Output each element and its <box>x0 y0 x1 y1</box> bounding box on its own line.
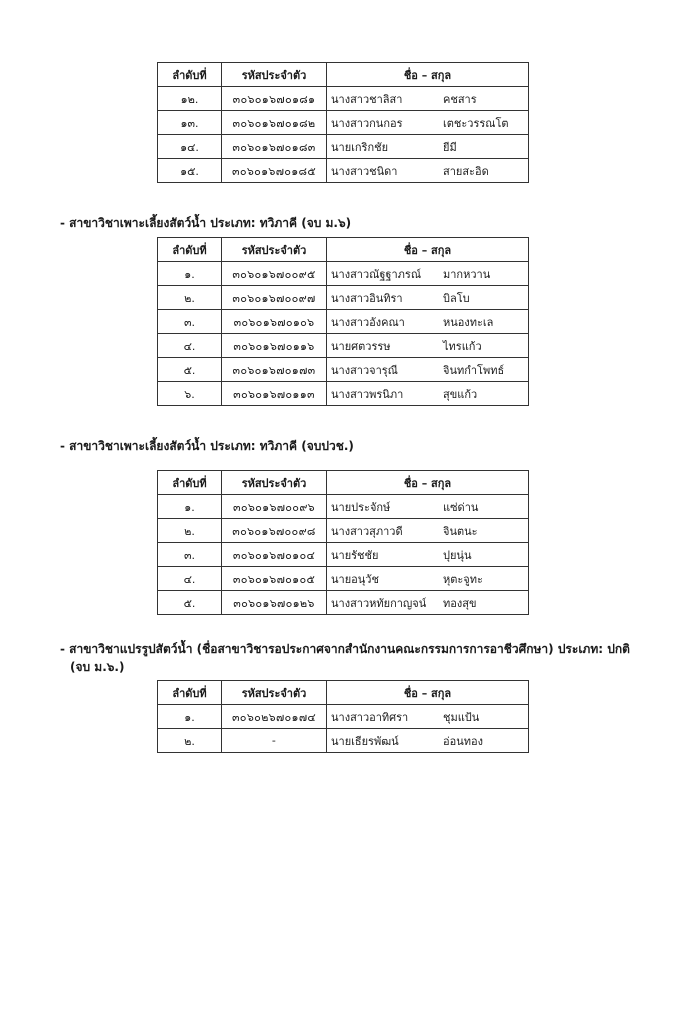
row-no: ๔. <box>158 567 222 591</box>
first-name: นางสาวอังคณา <box>331 315 405 329</box>
table-continued <box>157 62 529 183</box>
row-name <box>327 729 529 753</box>
row-code: - <box>222 729 327 753</box>
row-code: ๓๐๖๐๒๖๗๐๑๗๔ <box>222 705 327 729</box>
table-header-row <box>158 238 529 262</box>
header-code: รหัสประจำตัว <box>222 471 327 495</box>
row-no: ๑๕. <box>158 159 222 183</box>
row-no: ๓. <box>158 543 222 567</box>
table-row <box>158 87 529 111</box>
last-name: เตชะวรรณโต <box>443 116 509 130</box>
header-no: ลำดับที่ <box>158 681 222 705</box>
row-no: ๒. <box>158 286 222 310</box>
row-no: ๔. <box>158 334 222 358</box>
table-row <box>158 111 529 135</box>
last-name: ชุมแป้น <box>443 710 480 724</box>
table-row <box>158 159 529 183</box>
first-name: นางสาวอาทิศรา <box>331 710 409 724</box>
row-code: ๓๐๖๐๑๖๗๐๑๐๕ <box>222 567 327 591</box>
last-name: หนองทะเล <box>443 315 494 329</box>
row-code: ๓๐๖๐๑๖๗๐๐๙๗ <box>222 286 327 310</box>
row-no: ๖. <box>158 382 222 406</box>
row-name <box>327 135 529 159</box>
row-code: ๓๐๖๐๑๖๗๐๑๗๓ <box>222 358 327 382</box>
header-code: รหัสประจำตัว <box>222 681 327 705</box>
row-code: ๓๐๖๐๑๖๗๐๑๐๔ <box>222 543 327 567</box>
row-no: ๒. <box>158 729 222 753</box>
section-heading-line1: - สาขาวิชาแปรรูปสัตว์น้ำ (ชื่อสาขาวิชารอประกาศจากสำนักงานคณะกรรมการการอาชีวศึกษา) ประเภท: ปกติ <box>60 642 630 656</box>
header-name: ชื่อ – สกุล <box>327 63 529 87</box>
table-row <box>158 286 529 310</box>
section-heading: - สาขาวิชาเพาะเลี้ยงสัตว์น้ำ ประเภท: ทวิภาคี (จบ ม.๖) <box>60 216 352 230</box>
section-heading: - สาขาวิชาเพาะเลี้ยงสัตว์น้ำ ประเภท: ทวิภาคี (จบปวช.) <box>60 439 354 453</box>
table-fish-processing <box>157 680 529 753</box>
row-code: ๓๐๖๐๑๖๗๐๑๘๑ <box>222 87 327 111</box>
table-row <box>158 705 529 729</box>
first-name: นายเกริกชัย <box>331 140 389 154</box>
row-no: ๓. <box>158 310 222 334</box>
last-name: หุตะจูทะ <box>443 572 483 586</box>
row-name <box>327 334 529 358</box>
table-header-row <box>158 471 529 495</box>
row-name <box>327 310 529 334</box>
row-name <box>327 495 529 519</box>
row-name <box>327 382 529 406</box>
row-no: ๑๓. <box>158 111 222 135</box>
row-no: ๑. <box>158 495 222 519</box>
header-no: ลำดับที่ <box>158 63 222 87</box>
table-row <box>158 567 529 591</box>
table-row <box>158 334 529 358</box>
last-name: จินทกำโพทธ์ <box>443 363 505 377</box>
header-code: รหัสประจำตัว <box>222 238 327 262</box>
table-aquaculture-vocational <box>157 470 529 615</box>
last-name: บิลโบ <box>443 291 470 305</box>
row-no: ๕. <box>158 591 222 615</box>
row-name <box>327 519 529 543</box>
row-code: ๓๐๖๐๑๖๗๐๑๑๓ <box>222 382 327 406</box>
header-name: ชื่อ – สกุล <box>327 238 529 262</box>
table-row <box>158 358 529 382</box>
table-row <box>158 543 529 567</box>
row-name <box>327 358 529 382</box>
row-code: ๓๐๖๐๑๖๗๐๑๘๕ <box>222 159 327 183</box>
first-name: นายรัชชัย <box>331 548 379 562</box>
last-name: ไทรแก้ว <box>443 339 482 353</box>
first-name: นางสาวชนิดา <box>331 164 398 178</box>
table-aquaculture-m6 <box>157 237 529 406</box>
table-row <box>158 310 529 334</box>
row-code: ๓๐๖๐๑๖๗๐๑๘๓ <box>222 135 327 159</box>
first-name: นายเธียรพัฒน์ <box>331 734 399 748</box>
last-name: จินตนะ <box>443 524 478 538</box>
first-name: นางสาวหทัยกาญจน์ <box>331 596 427 610</box>
last-name: แซ่ด่าน <box>443 500 479 514</box>
table-header-row <box>158 63 529 87</box>
first-name: นางสาวสุภาวดี <box>331 524 403 538</box>
header-name: ชื่อ – สกุล <box>327 471 529 495</box>
section-heading <box>60 640 660 676</box>
last-name: ยีมี <box>443 140 457 154</box>
table-header-row <box>158 681 529 705</box>
last-name: ปุยนุ่น <box>443 548 472 562</box>
table-row <box>158 382 529 406</box>
row-code: ๓๐๖๐๑๖๗๐๑๒๖ <box>222 591 327 615</box>
row-name <box>327 111 529 135</box>
row-code: ๓๐๖๐๑๖๗๐๐๙๘ <box>222 519 327 543</box>
row-name <box>327 591 529 615</box>
row-code: ๓๐๖๐๑๖๗๐๑๘๒ <box>222 111 327 135</box>
table-row <box>158 495 529 519</box>
first-name: นางสาวชาลิสา <box>331 92 403 106</box>
row-no: ๑. <box>158 705 222 729</box>
row-name <box>327 705 529 729</box>
last-name: สายสะอิด <box>443 164 489 178</box>
table-row <box>158 591 529 615</box>
row-code: ๓๐๖๐๑๖๗๐๑๐๖ <box>222 310 327 334</box>
header-no: ลำดับที่ <box>158 238 222 262</box>
last-name: ทองสุข <box>443 596 477 610</box>
table-row <box>158 135 529 159</box>
row-name <box>327 87 529 111</box>
last-name: อ่อนทอง <box>443 734 483 748</box>
row-name <box>327 543 529 567</box>
table-row <box>158 729 529 753</box>
table-row <box>158 262 529 286</box>
row-no: ๑. <box>158 262 222 286</box>
first-name: นางสาวจารุณี <box>331 363 398 377</box>
last-name: มากหวาน <box>443 267 491 281</box>
first-name: นายประจักษ์ <box>331 500 391 514</box>
row-name <box>327 567 529 591</box>
first-name: นางสาวณัฐฐาภรณ์ <box>331 267 422 281</box>
row-name <box>327 286 529 310</box>
header-no: ลำดับที่ <box>158 471 222 495</box>
row-code: ๓๐๖๐๑๖๗๐๐๙๖ <box>222 495 327 519</box>
first-name: นางสาวอินทิรา <box>331 291 403 305</box>
row-name <box>327 262 529 286</box>
first-name: นางสาวกนกอร <box>331 116 403 130</box>
row-no: ๕. <box>158 358 222 382</box>
header-code: รหัสประจำตัว <box>222 63 327 87</box>
row-code: ๓๐๖๐๑๖๗๐๑๑๖ <box>222 334 327 358</box>
last-name: สุขแก้ว <box>443 387 478 401</box>
last-name: คชสาร <box>443 92 477 106</box>
row-code: ๓๐๖๐๑๖๗๐๐๙๕ <box>222 262 327 286</box>
first-name: นายศตวรรษ <box>331 339 391 353</box>
row-no: ๑๔. <box>158 135 222 159</box>
header-name: ชื่อ – สกุล <box>327 681 529 705</box>
first-name: นายอนุวัช <box>331 572 379 586</box>
section-heading-line2: (จบ ม.๖.) <box>70 660 125 674</box>
row-name <box>327 159 529 183</box>
table-row <box>158 519 529 543</box>
first-name: นางสาวพรนิภา <box>331 387 404 401</box>
row-no: ๒. <box>158 519 222 543</box>
row-no: ๑๒. <box>158 87 222 111</box>
